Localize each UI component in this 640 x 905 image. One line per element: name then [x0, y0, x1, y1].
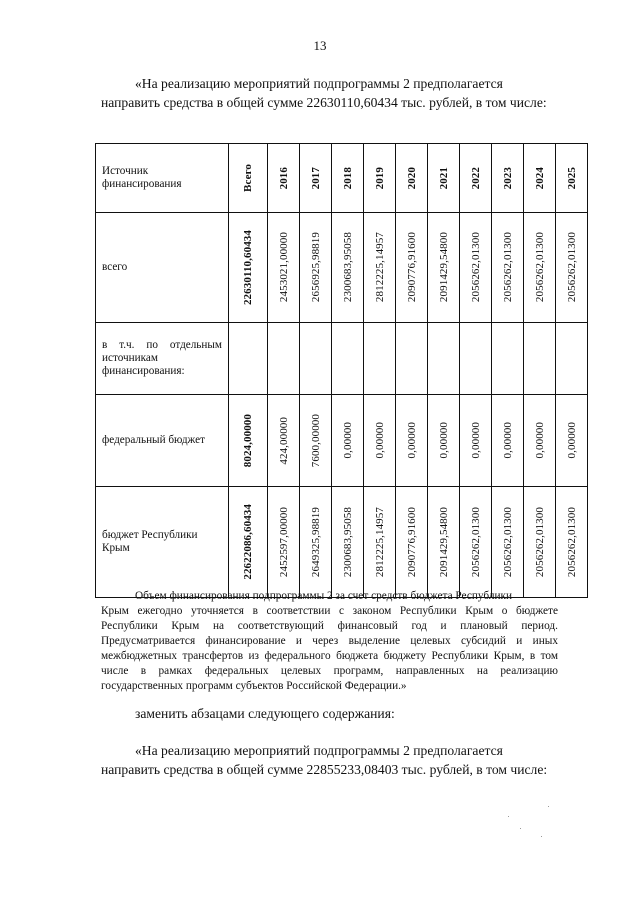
- row-total: 8024,00000: [229, 395, 268, 487]
- new-paragraph: [101, 741, 558, 779]
- table-cell: 2056262,01300: [460, 487, 492, 598]
- table-cell: 0,00000: [556, 395, 588, 487]
- header-source: Источник финансирования: [96, 144, 229, 213]
- header-year: 2017: [300, 144, 332, 213]
- table-cell: [460, 323, 492, 395]
- row-label: бюджет Республики Крым: [96, 487, 229, 598]
- financing-table: [95, 143, 588, 598]
- table-cell: 424,00000: [268, 395, 300, 487]
- table-cell: 0,00000: [332, 395, 364, 487]
- row-label: всего: [96, 213, 229, 323]
- table-cell: 2812225,14957: [364, 487, 396, 598]
- table-cell: [396, 323, 428, 395]
- header-year: 2025: [556, 144, 588, 213]
- header-year: 2022: [460, 144, 492, 213]
- financing-note-rest: Крым ежегодно уточняется в соответствии с законом Республики Крым о бюджете Республики Крым на соответствующий финансовый год и плановый период. Предусматривается финансирование и через выделение целевых субсидий и иных межбюджетных трансфертов из федерального бюджета бюджету Республики Крым, в том числе в рамках федеральных целевых программ, направленных на реализацию государственных программ субъектов Российской Федерации.»: [101, 605, 558, 692]
- table-cell: [492, 323, 524, 395]
- table-cell: 2056262,01300: [460, 213, 492, 323]
- table-cell: 2656925,98819: [300, 213, 332, 323]
- table-row: [96, 487, 588, 598]
- table-cell: 2300683,95058: [332, 213, 364, 323]
- intro-paragraph-rest: направить средства в общей сумме 22630110,60434 тыс. рублей, в том числе:: [101, 95, 547, 110]
- table-cell: 2056262,01300: [492, 487, 524, 598]
- table-cell: 2090776,91600: [396, 487, 428, 598]
- replace-instruction: заменить абзацами следующего содержания:: [135, 706, 395, 721]
- header-year: 2020: [396, 144, 428, 213]
- header-year: 2016: [268, 144, 300, 213]
- intro-paragraph-line1: «На реализацию мероприятий подпрограммы 2 предполагается: [135, 76, 503, 91]
- table-cell: 2452597,00000: [268, 487, 300, 598]
- table-cell: [524, 323, 556, 395]
- table-cell: 0,00000: [492, 395, 524, 487]
- table-row: [96, 395, 588, 487]
- table-cell: [229, 323, 268, 395]
- intro-paragraph: [101, 74, 558, 112]
- header-year: 2018: [332, 144, 364, 213]
- table-cell: [300, 323, 332, 395]
- table-cell: 2056262,01300: [524, 213, 556, 323]
- table-cell: 0,00000: [364, 395, 396, 487]
- header-total: Всего: [229, 144, 268, 213]
- table-cell: 0,00000: [460, 395, 492, 487]
- table-cell: [556, 323, 588, 395]
- scan-speck: [520, 828, 521, 829]
- scan-speck: [548, 806, 549, 807]
- new-paragraph-rest: направить средства в общей сумме 22855233,08403 тыс. рублей, в том числе:: [101, 762, 548, 777]
- table-row: [96, 213, 588, 323]
- header-year: 2019: [364, 144, 396, 213]
- row-label: федеральный бюджет: [96, 395, 229, 487]
- table-cell: 0,00000: [428, 395, 460, 487]
- page-number: 13: [313, 38, 327, 53]
- table-row: [96, 323, 588, 395]
- table-header-row: [96, 144, 588, 213]
- table-cell: 2056262,01300: [492, 213, 524, 323]
- table-cell: 0,00000: [524, 395, 556, 487]
- table-cell: 7600,00000: [300, 395, 332, 487]
- table-cell: 2090776,91600: [396, 213, 428, 323]
- table-cell: 2056262,01300: [556, 487, 588, 598]
- table-cell: 2091429,54800: [428, 487, 460, 598]
- row-total: 22630110,60434: [229, 213, 268, 323]
- table-cell: [428, 323, 460, 395]
- table-cell: [332, 323, 364, 395]
- row-label: в т.ч. по отдельным источникам финансирования:: [96, 323, 229, 395]
- header-year: 2023: [492, 144, 524, 213]
- table-cell: 2300683,95058: [332, 487, 364, 598]
- table-cell: 0,00000: [396, 395, 428, 487]
- table-cell: 2453021,00000: [268, 213, 300, 323]
- table-cell: 2056262,01300: [556, 213, 588, 323]
- scan-speck: [541, 836, 542, 837]
- table-cell: 2056262,01300: [524, 487, 556, 598]
- table-cell: [364, 323, 396, 395]
- financing-note: [101, 589, 558, 694]
- new-paragraph-line1: «На реализацию мероприятий подпрограммы 2 предполагается: [135, 743, 503, 758]
- scan-speck: [508, 816, 509, 817]
- header-year: 2024: [524, 144, 556, 213]
- financing-note-first-line: Объем финансирования подпрограммы 2 за счет средств бюджета Республики: [135, 590, 513, 602]
- header-year: 2021: [428, 144, 460, 213]
- table-cell: [268, 323, 300, 395]
- table-cell: 2649325,98819: [300, 487, 332, 598]
- row-total: 22622086,60434: [229, 487, 268, 598]
- table-cell: 2812225,14957: [364, 213, 396, 323]
- table-cell: 2091429,54800: [428, 213, 460, 323]
